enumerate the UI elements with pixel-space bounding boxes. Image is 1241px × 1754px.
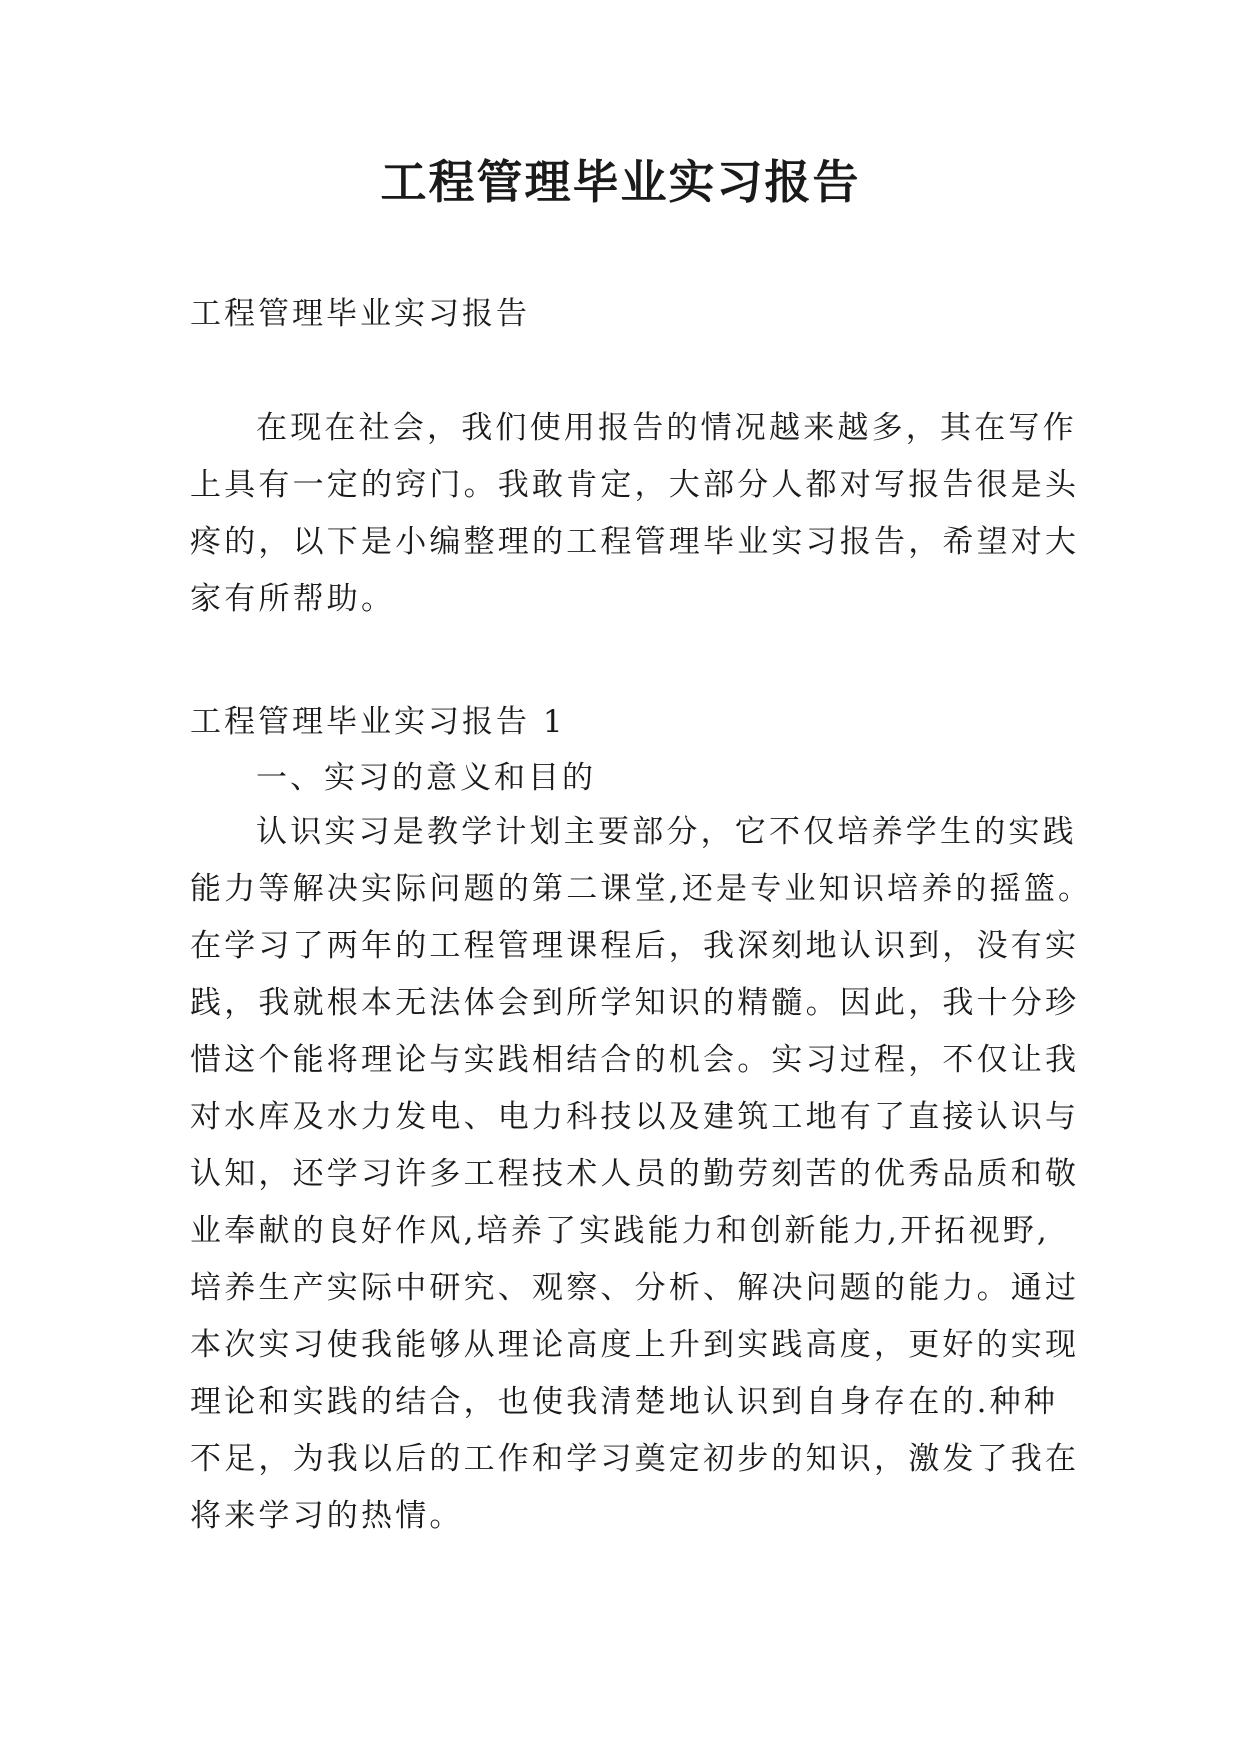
paragraph-line: 业奉献的良好作风,培养了实践能力和创新能力,开拓视野, bbox=[190, 1213, 1050, 1249]
paragraph-line: 理论和实践的结合，也使我清楚地认识到自身存在的.种种 bbox=[190, 1384, 1059, 1420]
body-paragraph bbox=[190, 804, 1093, 1545]
paragraph-line: 践，我就根本无法体会到所学知识的精髓。因此，我十分珍 bbox=[190, 985, 1080, 1021]
paragraph-line: 惜这个能将理论与实践相结合的机会。实习过程，不仅让我 bbox=[190, 1042, 1080, 1078]
document-subtitle: 工程管理毕业实习报告 bbox=[190, 296, 530, 332]
paragraph-line: 培养生产实际中研究、观察、分析、解决问题的能力。通过 bbox=[190, 1270, 1080, 1306]
paragraph-line: 本次实习使我能够从理论高度上升到实践高度，更好的实现 bbox=[190, 1327, 1080, 1363]
intro-paragraph bbox=[190, 400, 1080, 628]
paragraph-line: 对水库及水力发电、电力科技以及建筑工地有了直接认识与 bbox=[190, 1099, 1080, 1135]
paragraph-line: 认知，还学习许多工程技术人员的勤劳刻苦的优秀品质和敬 bbox=[190, 1156, 1080, 1192]
paragraph-line: 不足，为我以后的工作和学习奠定初步的知识，激发了我在 bbox=[190, 1441, 1080, 1477]
paragraph-line: 家有所帮助。 bbox=[190, 581, 396, 617]
paragraph-line: 能力等解决实际问题的第二课堂,还是专业知识培养的摇篮。 bbox=[190, 871, 1093, 907]
section-title: 工程管理毕业实习报告 1 bbox=[190, 704, 566, 740]
paragraph-line: 认识实习是教学计划主要部分，它不仅培养学生的实践 bbox=[256, 814, 1077, 850]
paragraph-line: 在现在社会，我们使用报告的情况越来越多，其在写作 bbox=[256, 410, 1077, 446]
page-title: 工程管理毕业实习报告 bbox=[380, 155, 861, 209]
section-heading: 一、实习的意义和目的 bbox=[256, 760, 596, 796]
paragraph-line: 上具有一定的窍门。我敢肯定，大部分人都对写报告很是头 bbox=[190, 467, 1080, 503]
paragraph-line: 将来学习的热情。 bbox=[190, 1498, 464, 1534]
paragraph-line: 疼的，以下是小编整理的工程管理毕业实习报告，希望对大 bbox=[190, 524, 1080, 560]
paragraph-line: 在学习了两年的工程管理课程后，我深刻地认识到，没有实 bbox=[190, 928, 1080, 964]
